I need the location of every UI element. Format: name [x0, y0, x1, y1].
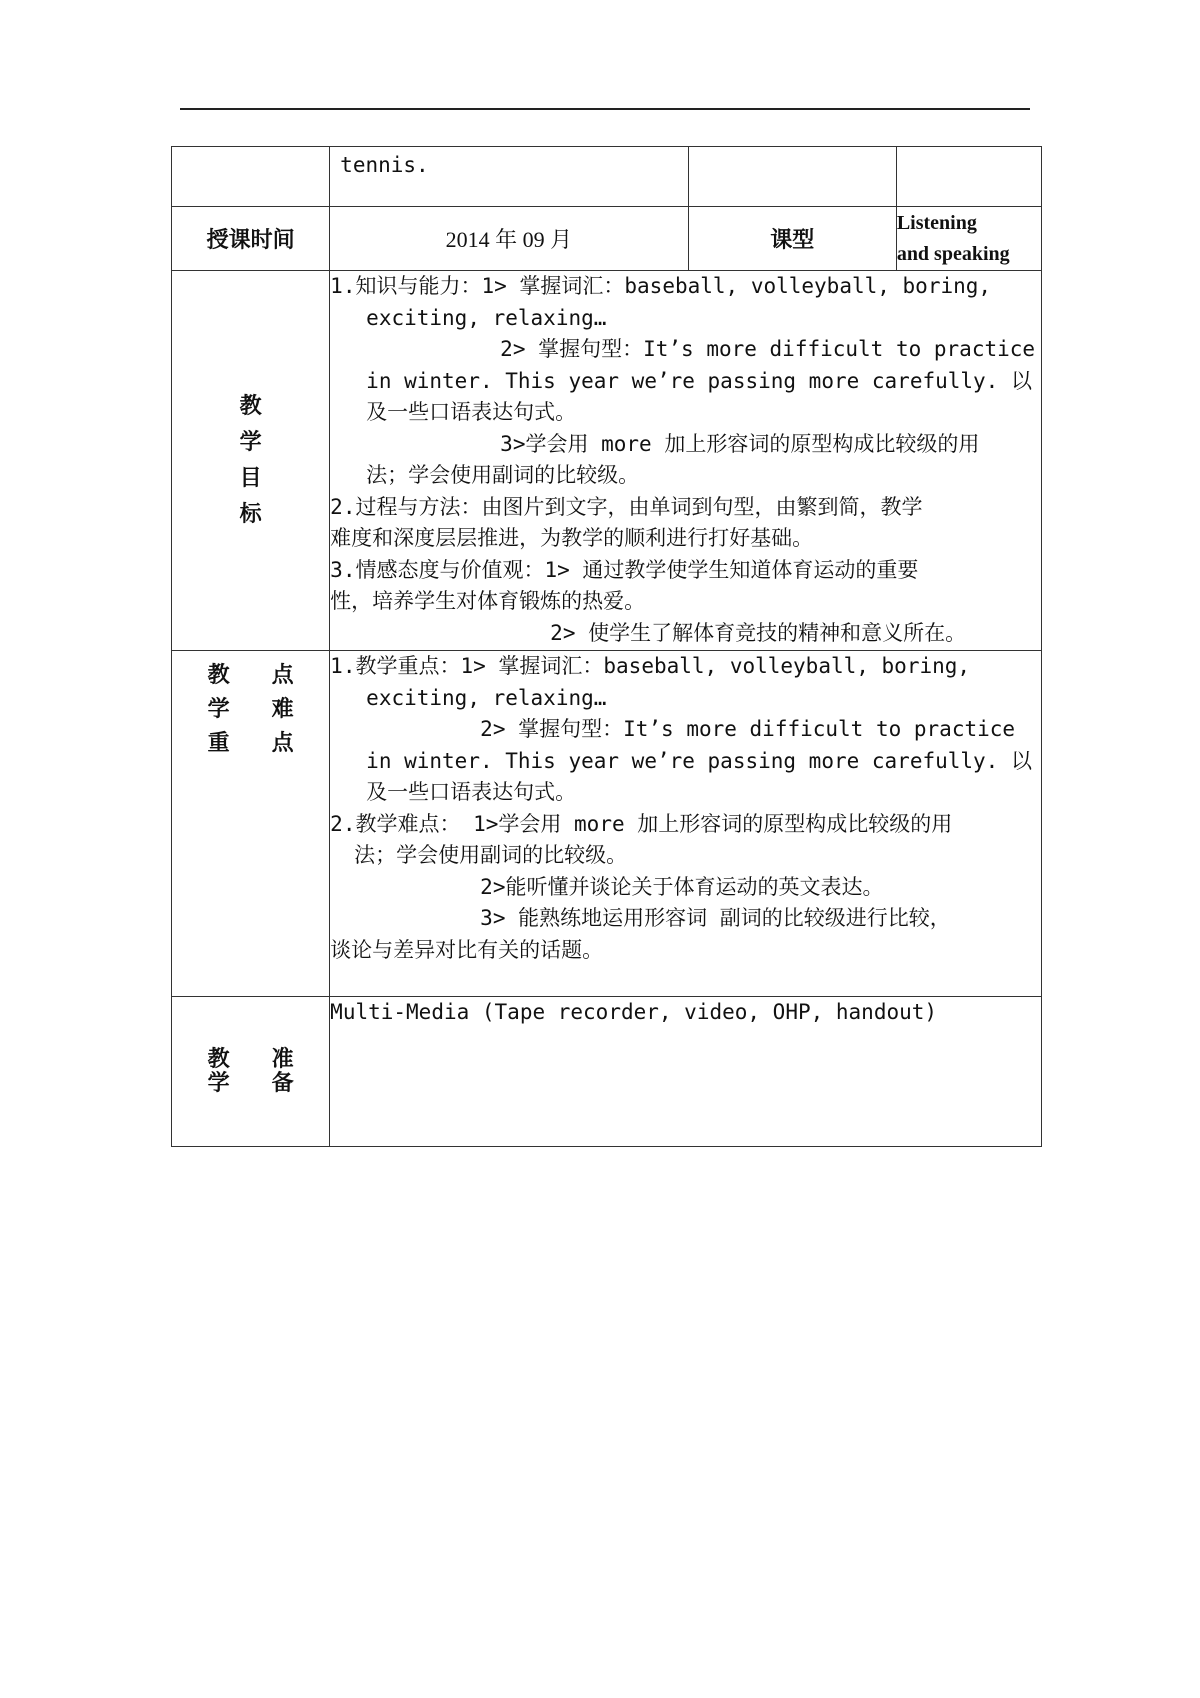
label-char: 准 [271, 1046, 294, 1072]
table-row-preparation [172, 997, 1042, 1147]
objectives-line: 2.过程与方法：由图片到文字，由单词到句型，由繁到简，教学 [330, 494, 923, 519]
lesson-type-value [896, 207, 1041, 271]
objectives-line: 2> 掌握句型：It’s more difficult to practice [500, 337, 1036, 361]
table-row-key-points [172, 651, 1042, 997]
key-points-line: 1.教学重点：1> 掌握词汇：baseball, volleyball, boring, [330, 654, 971, 678]
key-points-line: 2> 掌握句型：It’s more difficult to practice [480, 717, 1016, 741]
label-char: 难 [271, 697, 294, 722]
preparation-label [172, 997, 330, 1147]
key-points-line: 谈论与差异对比有关的话题。 [330, 937, 604, 962]
key-points-line: in winter. This year we’re passing more carefully. 以 [366, 748, 1032, 773]
objectives-content [330, 271, 1042, 651]
key-points-label-row [172, 727, 329, 761]
objectives-label [172, 271, 330, 651]
lesson-type-line2: and speaking [896, 242, 1010, 265]
objectives-line: 法；学会使用副词的比较级。 [366, 463, 640, 487]
key-points-label [172, 651, 330, 997]
objectives-line: 性，培养学生对体育锻炼的热爱。 [330, 589, 646, 613]
preparation-content: Multi-Media (Tape recorder, video, OHP, handout) [330, 997, 1042, 1147]
label-char: 重 [207, 731, 230, 756]
objectives-label-char: 目 [239, 465, 262, 491]
label-char: 点 [271, 731, 294, 756]
date-value: 2014 年 09 月 [330, 207, 688, 271]
empty-cell [896, 147, 1041, 207]
empty-cell [688, 147, 896, 207]
key-points-label-row [172, 659, 329, 693]
lesson-plan-table [171, 146, 1042, 1147]
objectives-line: exciting, relaxing… [366, 305, 607, 330]
header-rule [180, 108, 1030, 110]
empty-label-cell [172, 147, 330, 207]
key-points-line: 3> 能熟练地运用形容词 副词的比较级进行比较， [480, 906, 951, 930]
objectives-line: 1.知识与能力：1> 掌握词汇：baseball, volleyball, boring, [330, 274, 992, 298]
objectives-label-char: 学 [239, 429, 262, 455]
label-char: 点 [271, 663, 294, 688]
table-row-continuation [172, 147, 1042, 207]
objectives-line: in winter. This year we’re passing more carefully. 以 [366, 368, 1032, 393]
objectives-label-char: 教 [239, 393, 262, 419]
key-points-line: 法；学会使用副词的比较级。 [354, 843, 628, 867]
lesson-type-label: 课型 [688, 207, 896, 271]
continuation-text: tennis. [330, 147, 688, 207]
label-char: 备 [271, 1070, 294, 1096]
label-char: 教 [207, 663, 230, 688]
objectives-line: 3>学会用 more 加上形容词的原型构成比较级的用 [500, 431, 980, 456]
lesson-type-line1: Listening [896, 211, 977, 234]
key-points-line: 2.教学难点： 1>学会用 more 加上形容词的原型构成比较级的用 [330, 811, 953, 836]
label-char: 教 [207, 1046, 230, 1072]
objectives-line: 2> 使学生了解体育竞技的精神和意义所在。 [550, 620, 967, 645]
key-points-line: 2>能听懂并谈论关于体育运动的英文表达。 [480, 874, 884, 899]
objectives-label-char: 标 [239, 501, 262, 527]
time-label: 授课时间 [172, 207, 330, 271]
table-row-objectives [172, 271, 1042, 651]
key-points-line: 及一些口语表达句式。 [366, 780, 577, 804]
objectives-line: 3.情感态度与价值观：1> 通过教学使学生知道体育运动的重要 [330, 557, 919, 582]
preparation-label-row [172, 1067, 329, 1101]
key-points-content [330, 651, 1042, 997]
label-char: 学 [207, 697, 230, 722]
key-points-label-row [172, 693, 329, 727]
table-row-time [172, 207, 1042, 271]
objectives-line: 及一些口语表达句式。 [366, 400, 577, 424]
label-char: 学 [207, 1070, 230, 1096]
key-points-line: exciting, relaxing… [366, 685, 607, 710]
objectives-line: 难度和深度层层推进，为教学的顺利进行打好基础。 [330, 526, 814, 550]
